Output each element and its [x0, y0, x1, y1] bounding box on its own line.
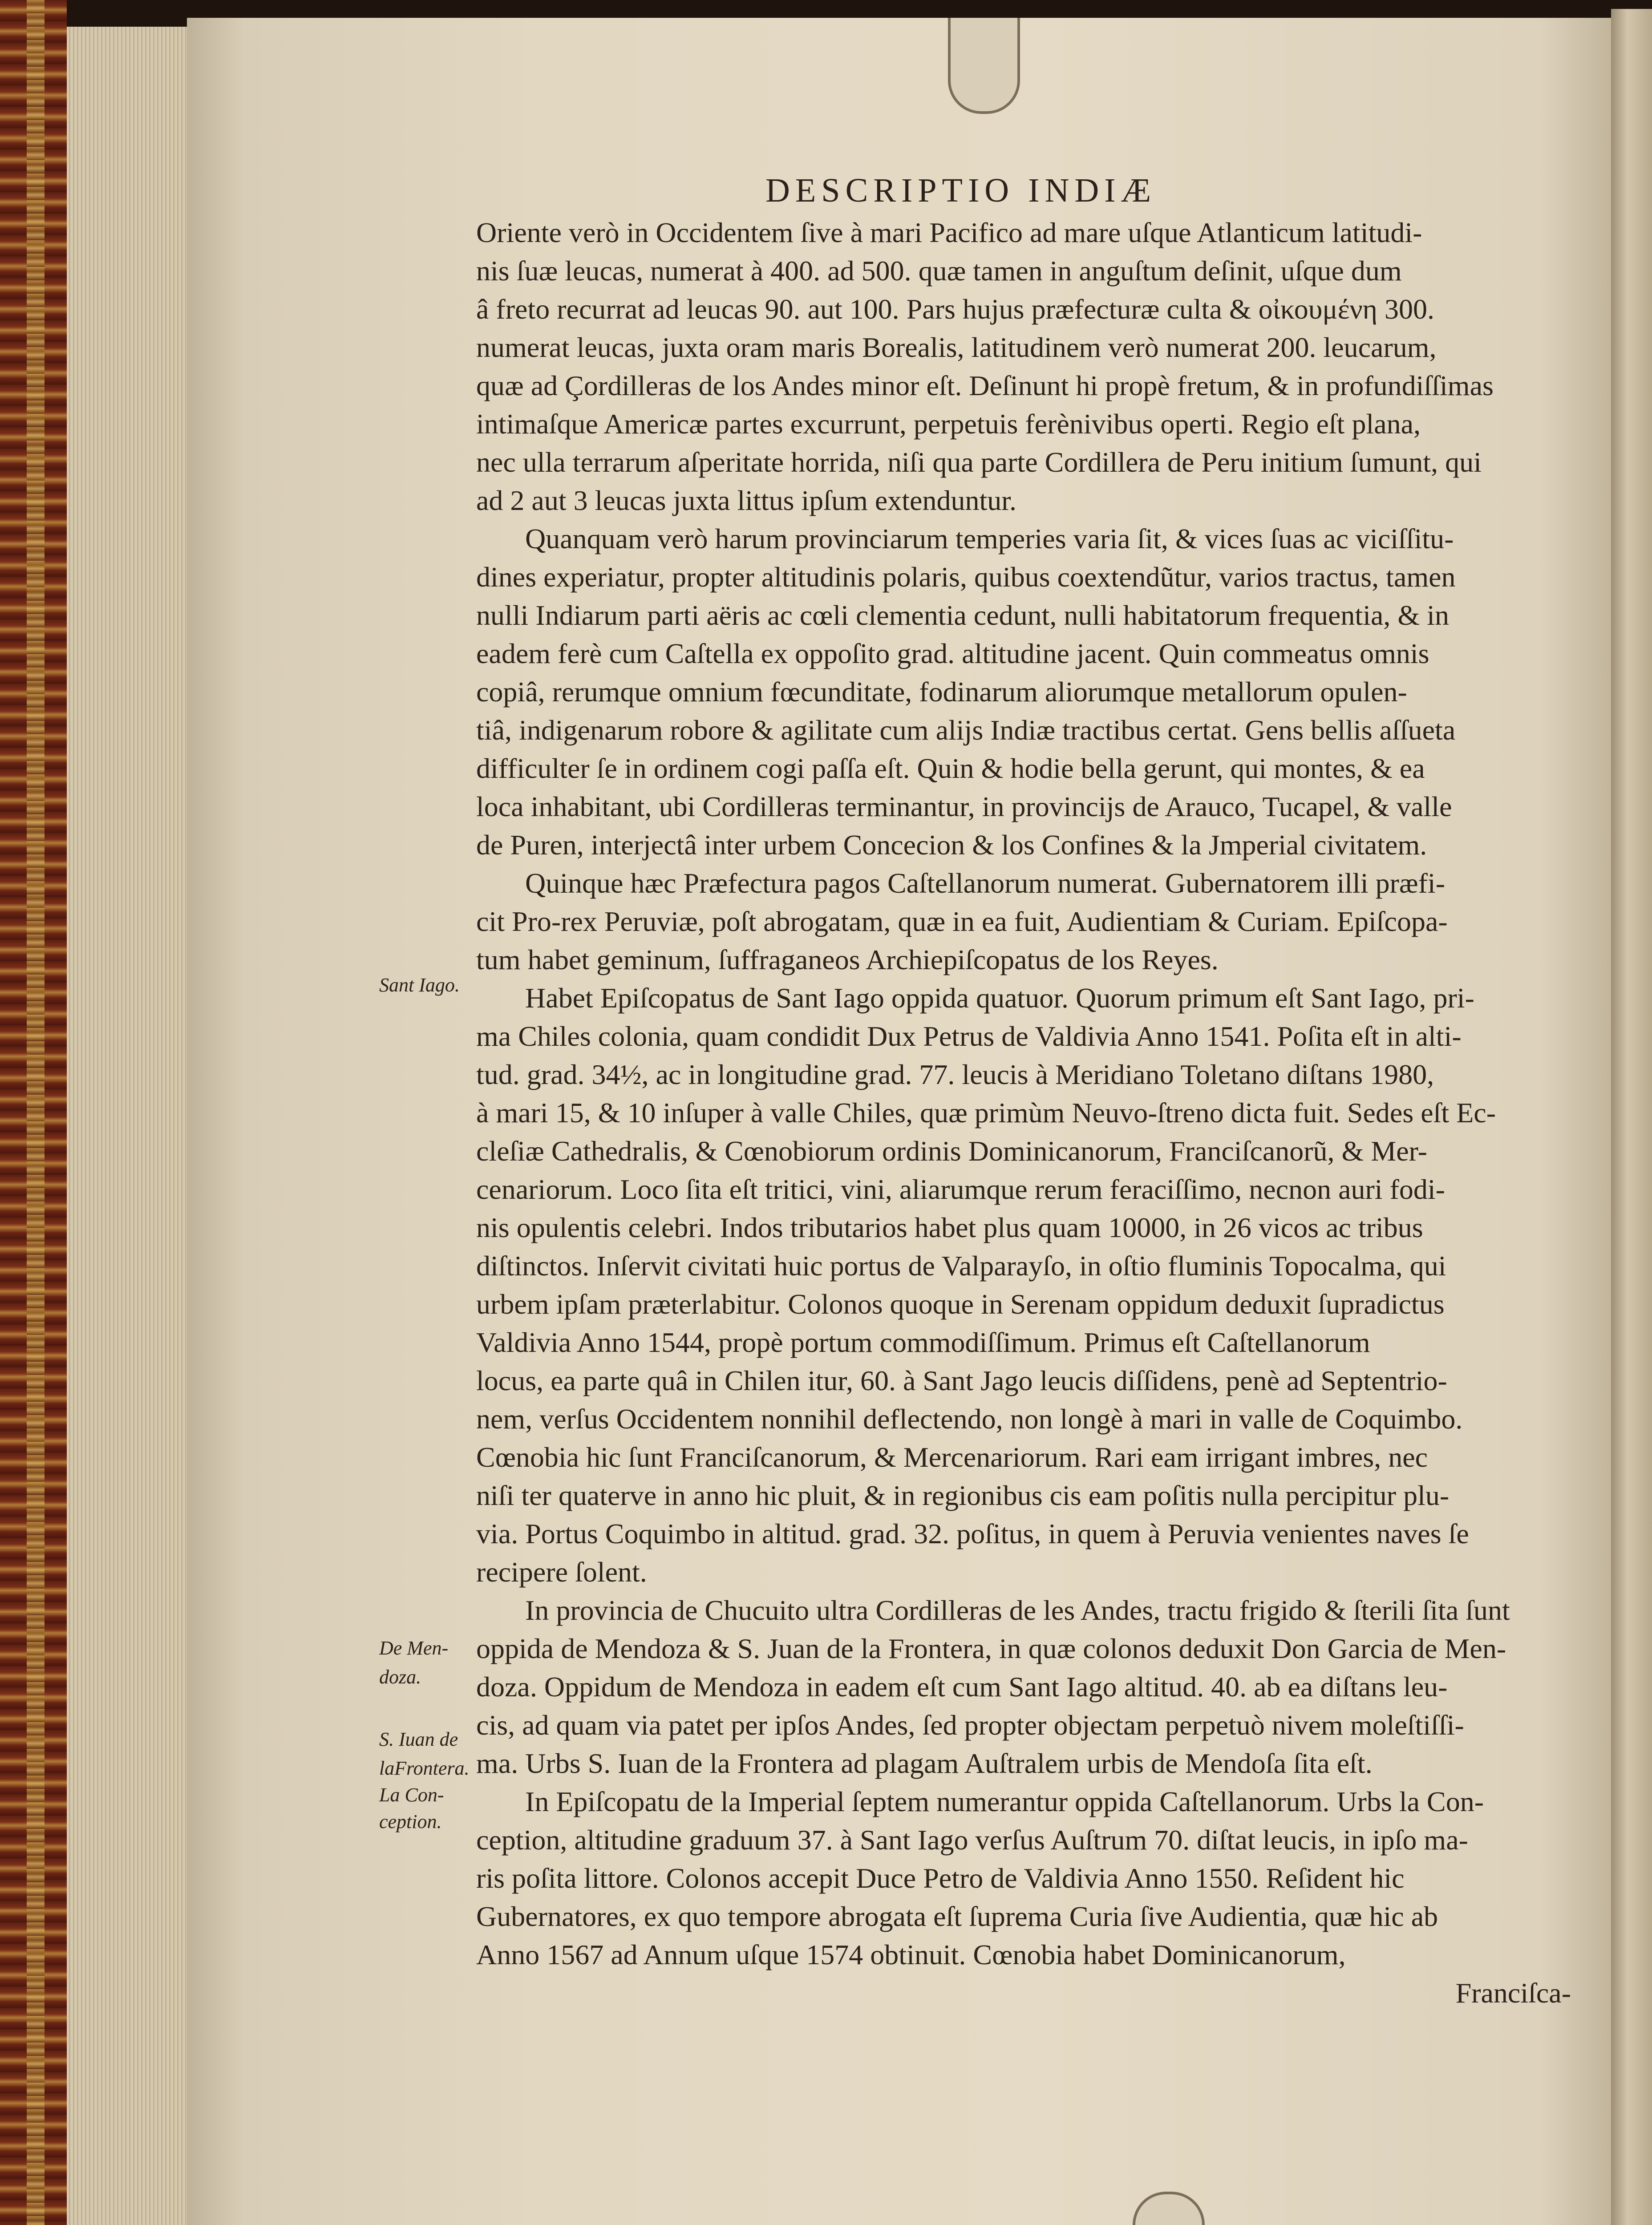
page-edges: [67, 27, 200, 2225]
text-line: tum habet geminum, ſuffraganeos Archiepiſcopatus de los Reyes.: [476, 944, 1219, 975]
text-line: quæ ad Çordilleras de los Andes minor eſt. Deſinunt hi propè fretum, & in profundiſſimas: [476, 370, 1494, 401]
text-line: diſtinctos. Inſervit civitati huic portus de Valparayſo, in oſtio fluminis Topocalma, qui: [476, 1250, 1446, 1282]
text-line: de Puren, interjectâ inter urbem Concecion & los Confines & la Jmperial civitatem.: [476, 829, 1427, 861]
text-line: niſi ter quaterve in anno hic pluit, & in regionibus cis eam poſitis nulla percipitur plu-: [476, 1480, 1450, 1511]
text-line: doza. Oppidum de Mendoza in eadem eſt cum Sant Iago altitud. 40. ab ea diſtans leu-: [476, 1671, 1448, 1703]
text-line: In Epiſcopatu de la Imperial ſeptem numerantur oppida Caſtellanorum. Urbs la Con-: [525, 1786, 1484, 1817]
text-line: nis ſuæ leucas, numerat à 400. ad 500. quæ tamen in anguſtum deſinit, uſque dum: [476, 255, 1402, 287]
text-line: tud. grad. 34½, ac in longitudine grad. 77. leucis à Meridiano Toletano diſtans 1980,: [476, 1059, 1434, 1090]
text-line: Gubernatores, ex quo tempore abrogata eſt ſuprema Curia ſive Audientia, quæ hic ab: [476, 1901, 1438, 1932]
text-line: Oriente verò in Occidentem ſive à mari Pacifico ad mare uſque Atlanticum latitudi-: [476, 217, 1422, 248]
text-line: â freto recurrat ad leucas 90. aut 100. Pars hujus præfecturæ culta & οἰκουμένη 300.: [476, 293, 1434, 325]
margin-note-sant-iago: Sant Iago.: [379, 974, 460, 996]
top-page-clip: [948, 18, 1020, 114]
text-line: cleſiæ Cathedralis, & Cœnobiorum ordinis Dominicanorum, Franciſcanorũ, & Mer-: [476, 1135, 1427, 1167]
text-line: recipere ſolent.: [476, 1556, 647, 1588]
text-line: tiâ, indigenarum robore & agilitate cum alijs Indiæ tractibus certat. Gens bellis aſſueta: [476, 714, 1456, 746]
text-line: loca inhabitant, ubi Cordilleras terminantur, in provincijs de Arauco, Tucapel, & valle: [476, 791, 1452, 822]
facing-page-edge: [1611, 9, 1652, 2225]
text-line: dines experiatur, propter altitudinis polaris, quibus coextendũtur, varios tractus, tamen: [476, 561, 1456, 593]
text-line: cis, ad quam via patet per ipſos Andes, ſed propter objectam perpetuò nivem moleſtiſſi-: [476, 1709, 1464, 1741]
text-line: nem, verſus Occidentem nonnihil deflectendo, non longè à mari in valle de Coquimbo.: [476, 1403, 1463, 1435]
text-line: difficulter ſe in ordinem cogi paſſa eſt. Quin & hodie bella gerunt, qui montes, & ea: [476, 752, 1425, 784]
text-line: Habet Epiſcopatus de Sant Iago oppida quatuor. Quorum primum eſt Sant Iago, pri-: [525, 982, 1474, 1014]
text-line: nis opulentis celebri. Indos tributarios habet plus quam 10000, in 26 vicos ac tribus: [476, 1212, 1423, 1243]
text-line: Valdivia Anno 1544, propè portum commodiſſimum. Primus eſt Caſtellanorum: [476, 1327, 1370, 1358]
running-head: DESCRIPTIO INDIÆ: [765, 172, 1157, 209]
text-line: numerat leucas, juxta oram maris Borealis, latitudinem verò numerat 200. leucarum,: [476, 332, 1437, 363]
text-line: Anno 1567 ad Annum uſque 1574 obtinuit. Cœnobia habet Dominicanorum,: [476, 1939, 1346, 1970]
body-text: [476, 214, 1571, 2012]
margin-note-mendoza-cont: doza.: [379, 1666, 421, 1688]
text-line: ma Chiles colonia, quam condidit Dux Petrus de Valdivia Anno 1541. Poſita eſt in alti-: [476, 1020, 1462, 1052]
margin-note-concepcion: La Con-: [379, 1784, 444, 1806]
text-line: copiâ, rerumque omnium fœcunditate, fodinarum aliorumque metallorum opulen-: [476, 676, 1407, 708]
text-line: à mari 15, & 10 inſuper à valle Chiles, quæ primùm Neuvo-ſtreno dicta fuit. Sedes eſt Ec-: [476, 1097, 1496, 1129]
text-line: Quanquam verò harum provinciarum temperies varia ſit, & vices ſuas ac viciſſitu-: [525, 523, 1454, 554]
text-line: nec ulla terrarum aſperitate horrida, niſi qua parte Cordillera de Peru initium ſumunt, qui: [476, 446, 1482, 478]
text-line: ception, altitudine graduum 37. à Sant Iago verſus Auſtrum 70. diſtat leucis, in ipſo ma-: [476, 1824, 1468, 1856]
text-line: Cœnobia hic ſunt Franciſcanorum, & Mercenariorum. Rari eam irrigant imbres, nec: [476, 1441, 1428, 1473]
text-line: oppida de Mendoza & S. Juan de la Frontera, in quæ colonos deduxit Don Garcia de Men-: [476, 1633, 1506, 1664]
text-line: ma. Urbs S. Iuan de la Frontera ad plagam Auſtralem urbis de Mendoſa ſita eſt.: [476, 1748, 1373, 1779]
binding-ornament: [27, 0, 45, 2225]
text-line: Quinque hæc Præfectura pagos Caſtellanorum numerat. Gubernatorem illi præfi-: [525, 867, 1445, 899]
text-line: via. Portus Coquimbo in altitud. grad. 32. poſitus, in quem à Peruvia venientes naves ſe: [476, 1518, 1469, 1549]
text-line: locus, ea parte quâ in Chilen itur, 60. à Sant Jago leucis diſſidens, penè ad Septentrio-: [476, 1365, 1447, 1396]
text-line: intimaſque Americæ partes excurrunt, perpetuis ferènivibus operti. Regio eſt plana,: [476, 408, 1421, 440]
margin-note-san-juan-cont: laFrontera.: [379, 1757, 470, 1779]
margin-note-mendoza: De Men-: [379, 1637, 449, 1659]
text-line: nulli Indiarum parti aëris ac cœli clementia cedunt, nulli habitatorum frequentia, & in: [476, 599, 1449, 631]
text-line: urbem ipſam præterlabitur. Colonos quoque in Serenam oppidum deduxit ſupradictus: [476, 1288, 1445, 1320]
text-line: cenariorum. Loco ſita eſt tritici, vini, aliarumque rerum feraciſſimo, necnon auri fodi-: [476, 1173, 1445, 1205]
text-line: ad 2 aut 3 leucas juxta littus ipſum extenduntur.: [476, 485, 1016, 516]
catchword: Franciſca-: [1455, 1977, 1571, 2009]
text-line: ris poſita littore. Colonos accepit Duce Petro de Valdivia Anno 1550. Reſident hic: [476, 1862, 1405, 1894]
text-line: eadem ferè cum Caſtella ex oppoſito grad. altitudine jacent. Quin commeatus omnis: [476, 638, 1429, 669]
text-line: cit Pro-rex Peruviæ, poſt abrogatam, quæ in ea fuit, Audientiam & Curiam. Epiſcopa-: [476, 906, 1448, 937]
text-line: In provincia de Chucuito ultra Cordilleras de les Andes, tractu frigido & ſterili ſita ſunt: [525, 1594, 1510, 1626]
margin-note-concepcion-cont: ception.: [379, 1811, 442, 1833]
margin-note-san-juan: S. Iuan de: [379, 1728, 458, 1750]
